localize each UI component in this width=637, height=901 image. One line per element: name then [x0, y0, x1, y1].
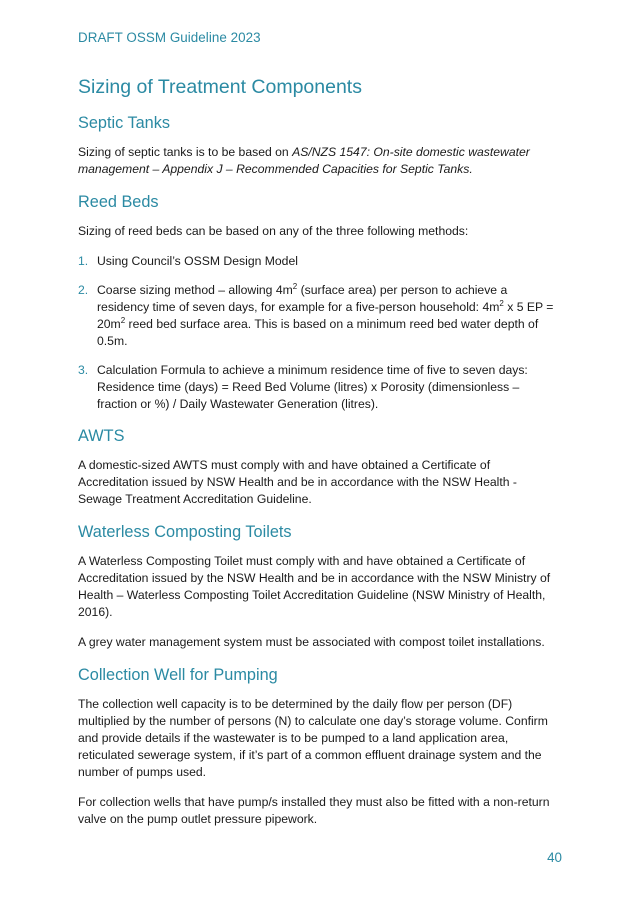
subheading-waterless-composting-toilets: Waterless Composting Toilets — [78, 523, 292, 541]
subheading-collection-well: Collection Well for Pumping — [78, 666, 278, 684]
septic-text-lead: Sizing of septic tanks is to be based on — [78, 145, 293, 159]
list-item-text: Using Council’s OSSM Design Model — [97, 254, 298, 268]
reed-beds-intro: Sizing of reed beds can be based on any of the three following methods: — [78, 224, 469, 238]
list-item-number: 3. — [78, 363, 89, 377]
superscript: 2 — [499, 298, 504, 308]
septic-tanks-paragraph — [78, 144, 558, 178]
text-fragment: reed bed surface area. This is based on a minimum reed bed water depth of 0.5m. — [97, 317, 539, 348]
text-fragment: Coarse sizing method – allowing 4m — [97, 283, 293, 297]
collection-well-paragraph-2: For collection wells that have pump/s installed they must also be fitted with a non-return valve on the pump outlet pressure pipework. — [78, 795, 550, 826]
superscript: 2 — [292, 281, 298, 291]
page-content — [78, 74, 558, 841]
text-fragment: (surface area) per person to achieve a residency time of seven days, for example for a five-person household: 4m — [97, 283, 508, 314]
reed-bed-methods-list — [78, 253, 558, 413]
subheading-awts: AWTS — [78, 427, 125, 445]
list-item — [78, 253, 558, 270]
septic-standard-reference: AS/NZS 1547: On-site domestic wastewater management – Appendix J – Recommended Capacities for Septic Tanks. — [78, 145, 530, 176]
list-item-number: 1. — [78, 254, 89, 268]
list-item-text — [97, 283, 553, 348]
toilets-paragraph-2: A grey water management system must be associated with compost toilet installations. — [78, 635, 545, 649]
section-heading-sizing: Sizing of Treatment Components — [78, 76, 362, 98]
toilets-paragraph-1: A Waterless Composting Toilet must comply with and have obtained a Certificate of Accreditation issued by the NSW Health and be in accordance with the NSW Ministry of Health – Waterless Composting Toilet Accreditation Guideline (NSW Ministry of Health, 2016). — [78, 554, 551, 619]
list-item — [78, 282, 558, 350]
list-item — [78, 362, 558, 413]
subheading-septic-tanks: Septic Tanks — [78, 114, 171, 132]
running-header: DRAFT OSSM Guideline 2023 — [78, 30, 261, 45]
awts-paragraph: A domestic-sized AWTS must comply with and have obtained a Certificate of Accreditation issued by NSW Health and be in accordance with the NSW Health - Sewage Treatment Accreditation Guideline. — [78, 458, 517, 506]
subheading-reed-beds: Reed Beds — [78, 193, 159, 211]
text-fragment: x 5 EP = 20m — [97, 300, 554, 331]
superscript: 2 — [120, 315, 126, 325]
collection-well-paragraph-1: The collection well capacity is to be determined by the daily flow per person (DF) multiplied by the number of persons (N) to calculate one day’s storage volume. Confirm and provide details if the wastewater is to be pumped to a land application area, reticulated sewerage system, if it’s part of a common effluent drainage system and the number of pumps used. — [78, 697, 548, 779]
list-item-number: 2. — [78, 283, 89, 297]
page-number: 40 — [547, 850, 562, 865]
list-item-text: Calculation Formula to achieve a minimum residence time of five to seven days: Residence time (days) = Reed Bed Volume (litres) x Porosity (dimensionless – fraction or %) / Daily Wastewater Generation (litres). — [97, 363, 528, 411]
